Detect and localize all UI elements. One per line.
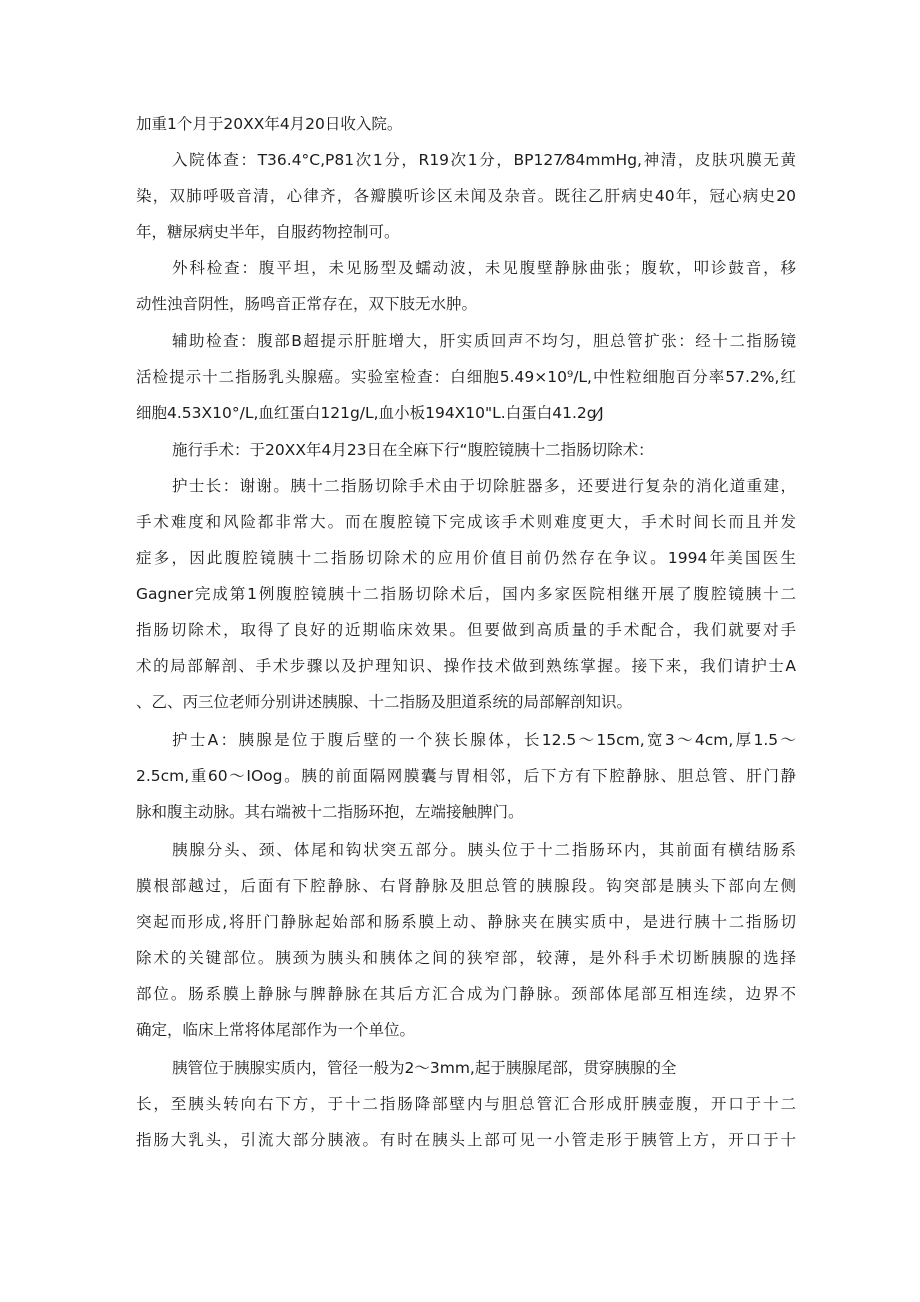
text-line: 指肠大乳头，引流大部分胰液。有时在胰头上部可见一小管走形于胰管上方，开口于十 (136, 1131, 796, 1149)
text-line: 部位。肠系膜上静脉与脾静脉在其后方汇合成为门静脉。颈部体尾部互相连续，边界不 (136, 985, 796, 1003)
text-line: 护士A：胰腺是位于腹后壁的一个狭长腺体，长12.5～15cm,宽3～4cm,厚1.5～ (172, 731, 796, 749)
text-line: 手术难度和风险都非常大。而在腹腔镜下完成该手术则难度更大，手术时间长而且并发 (136, 513, 796, 531)
text-line: 长，至胰头转向右下方，于十二指肠降部壁内与胆总管汇合形成肝胰壶腹，开口于十二 (136, 1095, 796, 1113)
text-line: 染，双肺呼吸音清，心律齐，各瓣膜听诊区未闻及杂音。既往乙肝病史40年，冠心病史20 (136, 187, 796, 205)
text-line: 脉和腹主动脉。其右端被十二指肠环抱，左端接触脾门。 (136, 803, 524, 821)
text-line: 指肠切除术，取得了良好的近期临床效果。但要做到高质量的手术配合，我们就要对手 (136, 621, 796, 639)
text-line: 确定，临床上常将体尾部作为一个单位。 (136, 1021, 416, 1039)
text-line: 护士长：谢谢。胰十二指肠切除手术由于切除脏器多，还要进行复杂的消化道重建， (172, 477, 796, 495)
text-line: 突起而形成,将肝门静脉起始部和肠系膜上动、静脉夹在胰实质中，是进行胰十二指肠切 (136, 913, 796, 931)
text-line: 、乙、丙三位老师分别讲述胰腺、十二指肠及胆道系统的局部解剖知识。 (136, 693, 633, 711)
text-line: 细胞4.53X10°/L,血红蛋白121g/L,血小板194X10"L.白蛋白41.2g⁄J (136, 404, 604, 422)
text-line: Gagner完成第1例腹腔镜胰十二指肠切除术后，国内多家医院相继开展了腹腔镜胰十二 (136, 585, 796, 603)
text-line: 2.5cm,重60～IOog。胰的前面隔网膜囊与胃相邻，后下方有下腔静脉、胆总管、肝门静 (136, 767, 796, 785)
text-line: 术的局部解剖、手术步骤以及护理知识、操作技术做到熟练掌握。接下来，我们请护士A (136, 657, 796, 675)
text-line: 胰管位于胰腺实质内，管径一般为2～3mm,起于胰腺尾部，贯穿胰腺的全 (172, 1059, 677, 1077)
text-line: 胰腺分头、颈、体尾和钩状突五部分。胰头位于十二指肠环内，其前面有横结肠系 (172, 841, 796, 859)
text-line: 施行手术：于20XX年4月23日在全麻下行“腹腔镜胰十二指肠切除术： (172, 441, 654, 459)
text-line: 加重1个月于20XX年4月20日收入院。 (136, 115, 403, 133)
text-line: 活检提示十二指肠乳头腺癌。实验室检查：白细胞5.49×10⁹/L,中性粒细胞百分率57.2%,红 (136, 368, 796, 386)
text-line: 外科检查：腹平坦，未见肠型及蠕动波，未见腹壁静脉曲张；腹软，叩诊鼓音，移 (172, 259, 796, 277)
text-line: 入院体查：T36.4°C,P81次1分，R19次1分，BP127⁄84mmHg,神清，皮肤巩膜无黄 (172, 151, 796, 169)
text-line: 辅助检查：腹部B超提示肝脏增大，肝实质回声不均匀，胆总管扩张：经十二指肠镜 (172, 332, 796, 350)
text-line: 除术的关键部位。胰颈为胰头和胰体之间的狭窄部，较薄，是外科手术切断胰腺的选择 (136, 949, 796, 967)
text-line: 动性浊音阴性，肠鸣音正常存在，双下肢无水肿。 (136, 295, 478, 313)
text-line: 症多，因此腹腔镜胰十二指肠切除术的应用价值目前仍然存在争议。1994年美国医生 (136, 549, 796, 567)
text-line: 膜根部越过，后面有下腔静脉、右肾静脉及胆总管的胰腺段。钩突部是胰头下部向左侧 (136, 877, 796, 895)
text-line: 年，糖尿病史半年，自服药物控制可。 (136, 223, 400, 241)
